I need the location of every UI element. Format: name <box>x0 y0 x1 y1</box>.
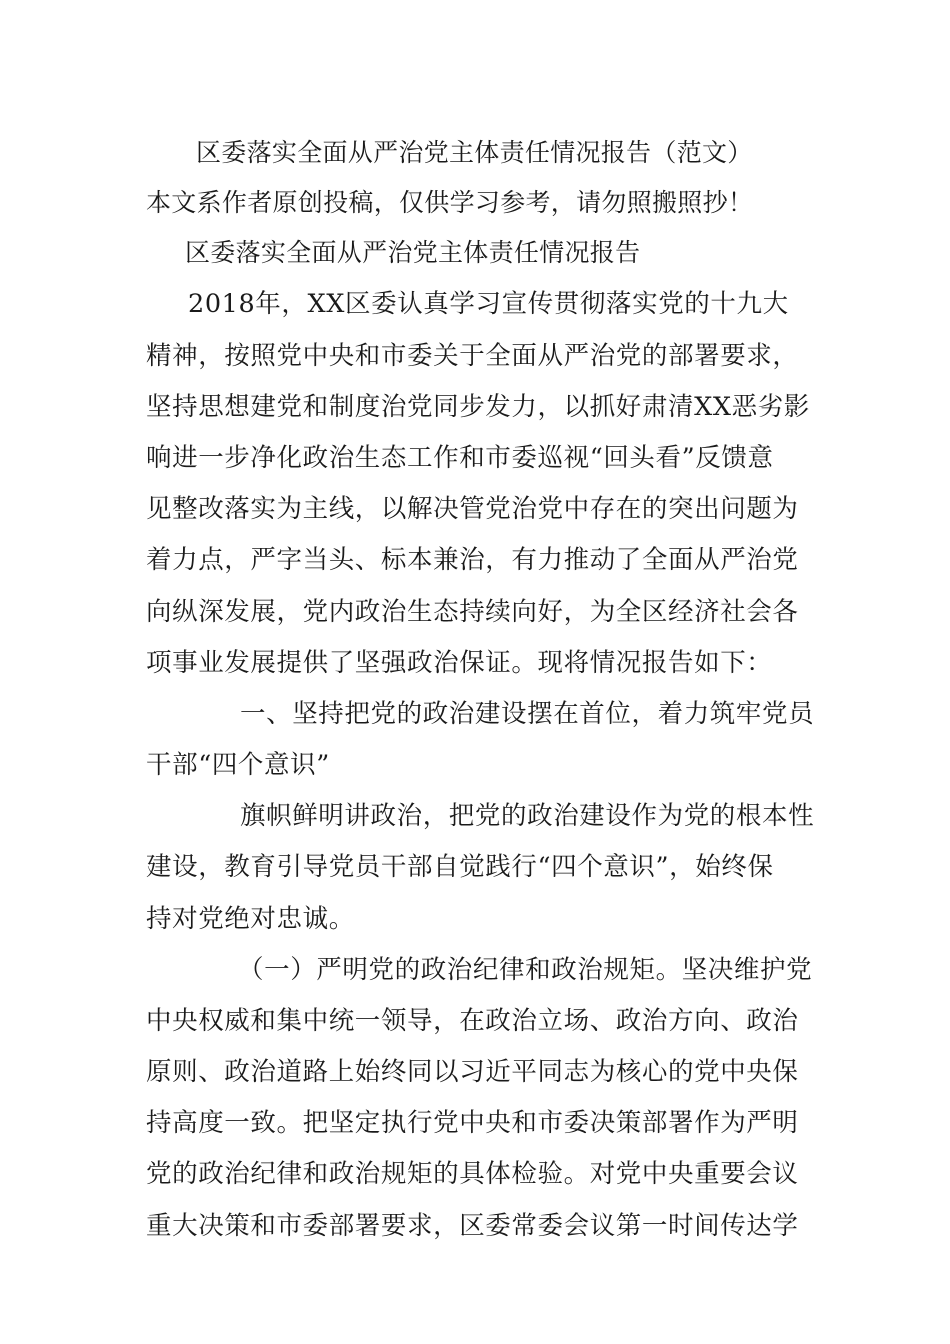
section-heading: 干部“四个意识” <box>146 750 330 780</box>
subsection-line: 持高度一致。把坚定执行党中央和市委决策部署作为严明 <box>146 1108 799 1138</box>
intro-line: 精神，按照党中央和市委关于全面从严治党的部署要求， <box>146 341 799 371</box>
subsection-line: （一）严明党的政治纪律和政治规矩。坚决维护党 <box>238 955 813 985</box>
intro-line: 2018年，XX区委认真学习宣传贯彻落实党的十九大 <box>188 289 789 319</box>
section-paragraph-line: 建设，教育引导党员干部自觉践行“四个意识”，始终保 <box>146 852 774 882</box>
subsection-line: 原则、政治道路上始终同以习近平同志为核心的党中央保 <box>146 1057 799 1087</box>
document-title: 区委落实全面从严治党主体责任情况报告（范文） <box>196 138 753 167</box>
section-paragraph-line: 持对党绝对忠诚。 <box>146 904 355 934</box>
intro-line: 项事业发展提供了坚强政治保证。现将情况报告如下： <box>146 648 773 678</box>
subsection-line: 重大决策和市委部署要求，区委常委会议第一时间传达学 <box>146 1211 799 1241</box>
intro-line: 向纵深发展，党内政治生态持续向好，为全区经济社会各 <box>146 597 799 627</box>
section-paragraph-line: 旗帜鲜明讲政治，把党的政治建设作为党的根本性 <box>240 801 815 831</box>
copyright-notice: 本文系作者原创投稿，仅供学习参考，请勿照搬照抄！ <box>146 188 754 217</box>
section-heading: 一、坚持把党的政治建设摆在首位，着力筑牢党员 <box>240 699 815 729</box>
intro-line: 响进一步净化政治生态工作和市委巡视“回头看”反馈意 <box>146 443 774 473</box>
intro-line: 见整改落实为主线，以解决管党治党中存在的突出问题为 <box>146 494 799 524</box>
subsection-line: 党的政治纪律和政治规矩的具体检验。对党中央重要会议 <box>146 1159 799 1189</box>
subsection-line: 中央权威和集中统一领导，在政治立场、政治方向、政治 <box>146 1006 799 1036</box>
document-subtitle: 区委落实全面从严治党主体责任情况报告 <box>185 238 641 267</box>
intro-line: 坚持思想建党和制度治党同步发力，以抓好肃清XX恶劣影 <box>146 392 810 422</box>
intro-line: 着力点，严字当头、标本兼治，有力推动了全面从严治党 <box>146 545 799 575</box>
